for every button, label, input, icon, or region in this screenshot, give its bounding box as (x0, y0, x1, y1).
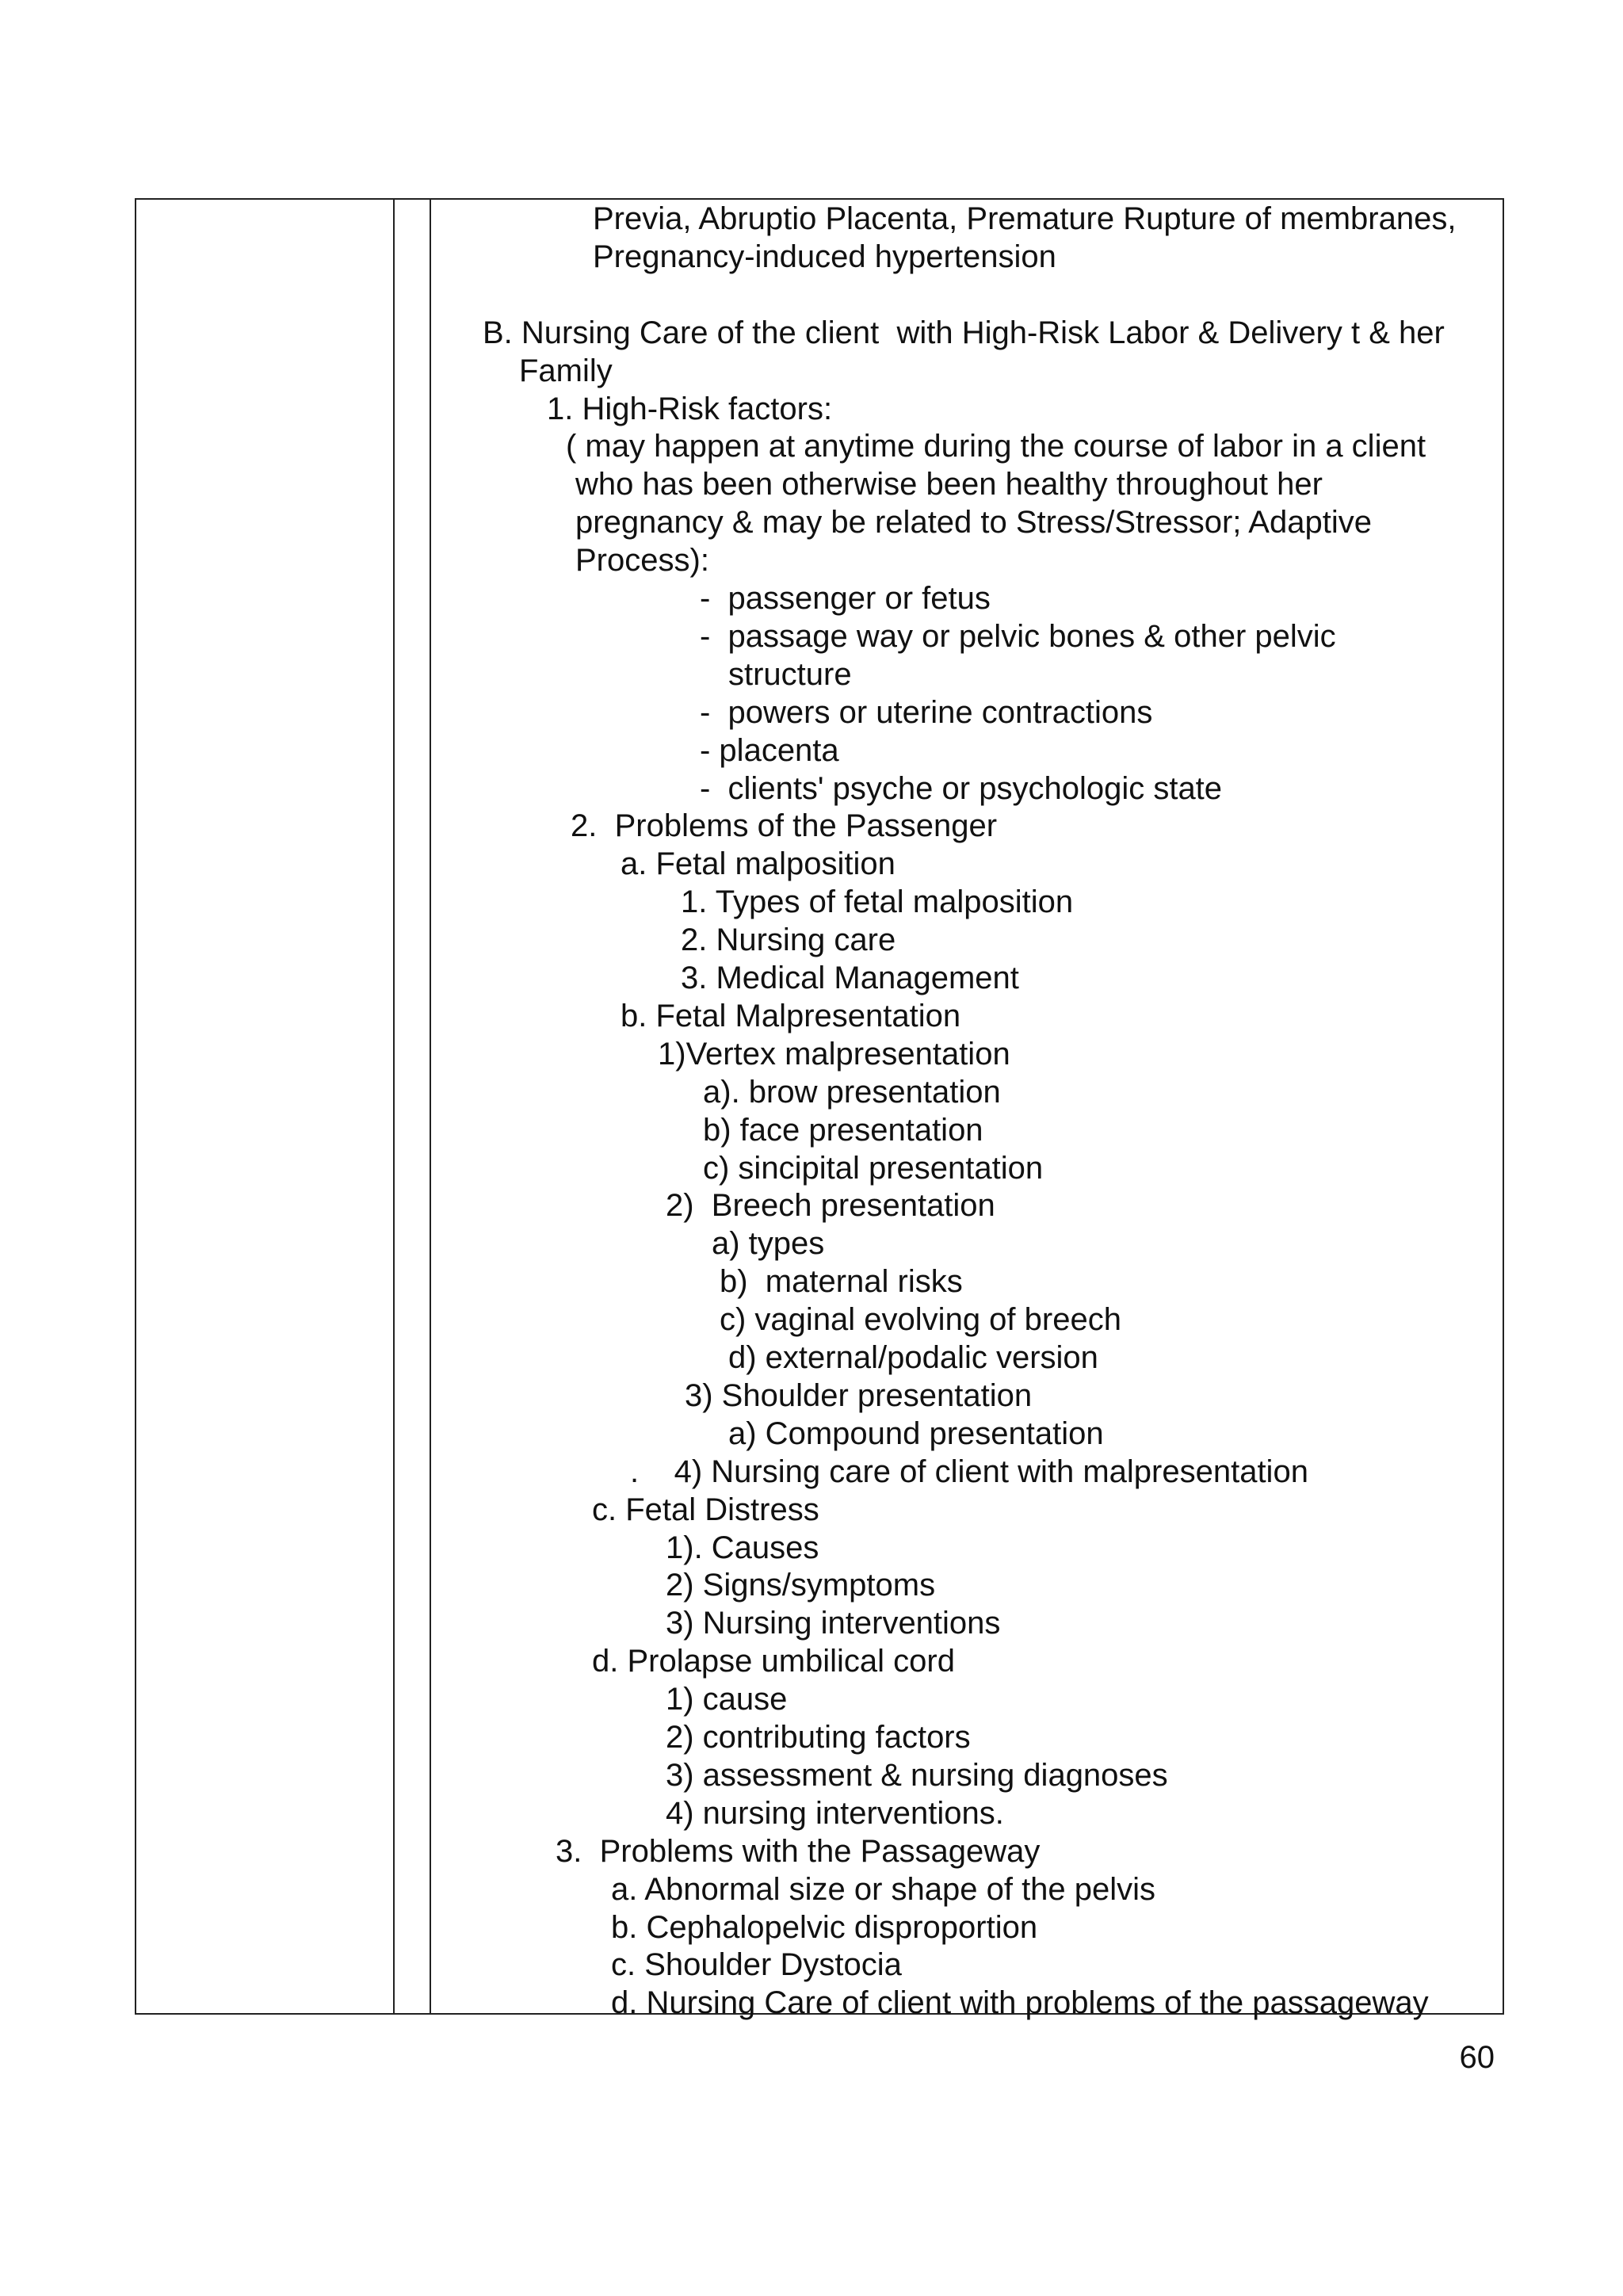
outline-line: b. Cephalopelvic disproportion (611, 1909, 1038, 1945)
outline-line: Previa, Abruptio Placenta, Premature Rupture of membranes, (593, 201, 1457, 236)
outline-line: a. Fetal malposition (621, 846, 896, 882)
outline-line: a. Abnormal size or shape of the pelvis (611, 1871, 1156, 1907)
outline-line: c) vaginal evolving of breech (720, 1302, 1121, 1338)
outline-line: 3) Shoulder presentation (685, 1377, 1033, 1413)
outline-line: a) Compound presentation (728, 1415, 1104, 1451)
outline-line: 2) Signs/symptoms (666, 1568, 936, 1603)
outline-line: B. Nursing Care of the client with High-Risk Labor & Delivery t & her (483, 315, 1445, 350)
outline-line: b) face presentation (703, 1112, 983, 1148)
outline-line: pregnancy & may be related to Stress/Stressor; Adaptive (575, 505, 1372, 541)
outline-line: 1)Vertex malpresentation (658, 1036, 1010, 1072)
outline-line: Pregnancy-induced hypertension (593, 239, 1056, 274)
outline-line: - passage way or pelvic bones & other pelvic (700, 618, 1336, 654)
outline-line: d. Nursing Care of client with problems of the passageway (611, 1985, 1429, 2021)
outline-line: d. Prolapse umbilical cord (592, 1644, 955, 1679)
outline-line: - placenta (700, 732, 839, 768)
outline-line: 1. Types of fetal malposition (681, 884, 1074, 920)
outline-line: structure (728, 656, 852, 692)
outline-line: 3) Nursing interventions (666, 1606, 1001, 1641)
outline-line: c) sincipital presentation (703, 1150, 1044, 1186)
outline-line: 3. Problems with the Passageway (556, 1833, 1041, 1869)
outline-line: c. Fetal Distress (592, 1492, 819, 1527)
outline-line: c. Shoulder Dystocia (611, 1947, 902, 1983)
outline-line: a) types (712, 1226, 825, 1262)
outline-line: Family (519, 353, 613, 388)
outline-line: 1) cause (666, 1682, 788, 1717)
outline-line: 2) contributing factors (666, 1720, 971, 1755)
outline-line: - clients' psyche or psychologic state (700, 770, 1223, 806)
outline-line: who has been otherwise been healthy throughout her (575, 467, 1323, 502)
outline-line: 4) nursing interventions. (666, 1795, 1004, 1831)
outline-line: 1. High-Risk factors: (547, 391, 833, 426)
outline-line: d) external/podalic version (728, 1340, 1098, 1375)
outline-line: - passenger or fetus (700, 581, 991, 616)
outline-line: - powers or uterine contractions (700, 694, 1153, 730)
outline-line: Process): (575, 543, 709, 579)
outline-line: 2) Breech presentation (666, 1188, 995, 1224)
outline-line: ( may happen at anytime during the course of labor in a client (566, 429, 1426, 464)
outline-line: 3) assessment & nursing diagnoses (666, 1757, 1168, 1793)
outline-line: b. Fetal Malpresentation (621, 998, 961, 1033)
outline-line: a). brow presentation (703, 1074, 1001, 1110)
outline-line: 2. Problems of the Passenger (571, 808, 998, 844)
outline-line: b) maternal risks (720, 1264, 963, 1300)
outline-line: . 4) Nursing care of client with malpresentation (630, 1454, 1308, 1489)
outline-line: 3. Medical Management (681, 961, 1019, 995)
outline-line: 2. Nursing care (681, 923, 896, 958)
page-number: 60 (1459, 2040, 1495, 2075)
outline-line: 1). Causes (666, 1530, 819, 1565)
